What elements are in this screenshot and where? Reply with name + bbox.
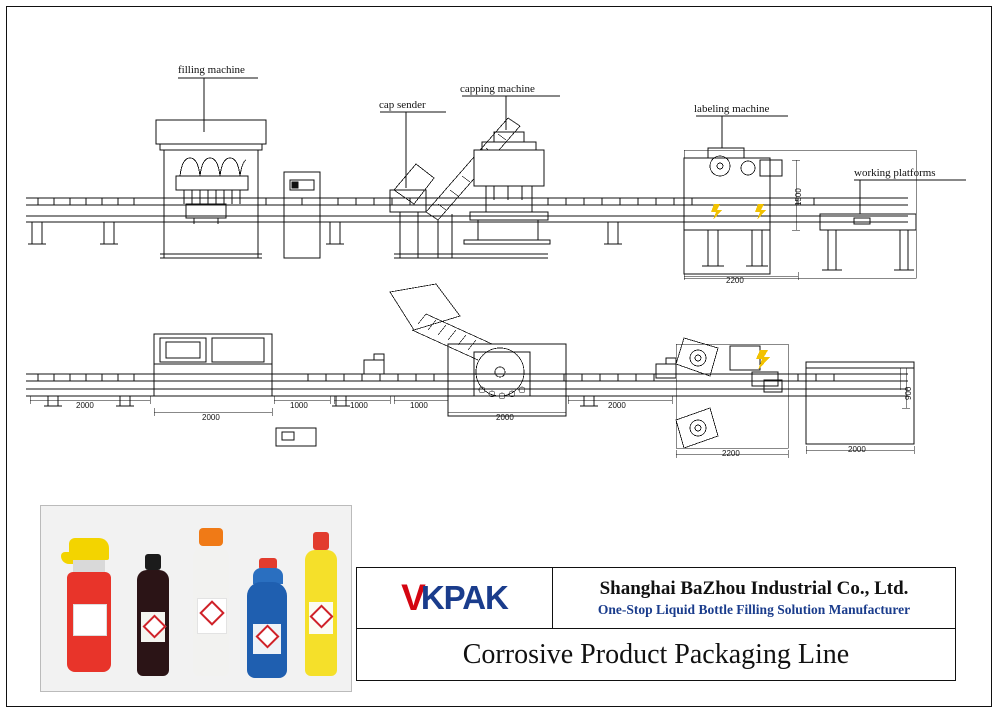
spray-bottle-red [61,538,117,678]
dimension-900: 900 [904,386,913,400]
dimension-2000-b: 2000 [202,413,220,422]
callout-labeling-machine: labeling machine [694,103,770,115]
logo-v-mark: V [401,577,425,618]
dimension-2000-d: 2000 [608,401,626,410]
dimension-1000-c: 1000 [410,401,428,410]
company-logo [357,568,553,628]
callout-capping-machine: capping machine [460,83,535,95]
dimension-2000-a: 2000 [76,401,94,410]
bottle-dark [133,554,173,682]
product-photo [40,505,352,692]
company-identity [553,568,955,628]
logo-wordmark: KPAK [420,579,508,616]
dimension-1000-b: 1000 [350,401,368,410]
company-name: Shanghai BaZhou Industrial Co., Ltd. [599,577,909,599]
dimension-2000-c: 2000 [496,413,514,422]
bottle-blue [245,558,289,682]
page-title: Corrosive Product Packaging Line [462,638,850,670]
dimension-2200-bottom: 2200 [722,449,740,458]
callout-filling-machine: filling machine [178,64,245,76]
dimension-1500: 1500 [794,188,803,206]
brand-header [356,567,956,629]
line-layout-drawing [8,8,992,488]
title-bar [356,629,956,681]
callout-working-platforms: working platforms [854,167,936,179]
dimension-2200-top: 2200 [726,276,744,285]
bottle-white-orange-cap [189,528,233,682]
bottle-yellow [299,532,343,682]
company-tagline: One-Stop Liquid Bottle Filling Solution Manufacturer [597,602,911,618]
dimension-2000-e: 2000 [848,445,866,454]
callout-cap-sender: cap sender [379,99,426,111]
dimension-1000-a: 1000 [290,401,308,410]
